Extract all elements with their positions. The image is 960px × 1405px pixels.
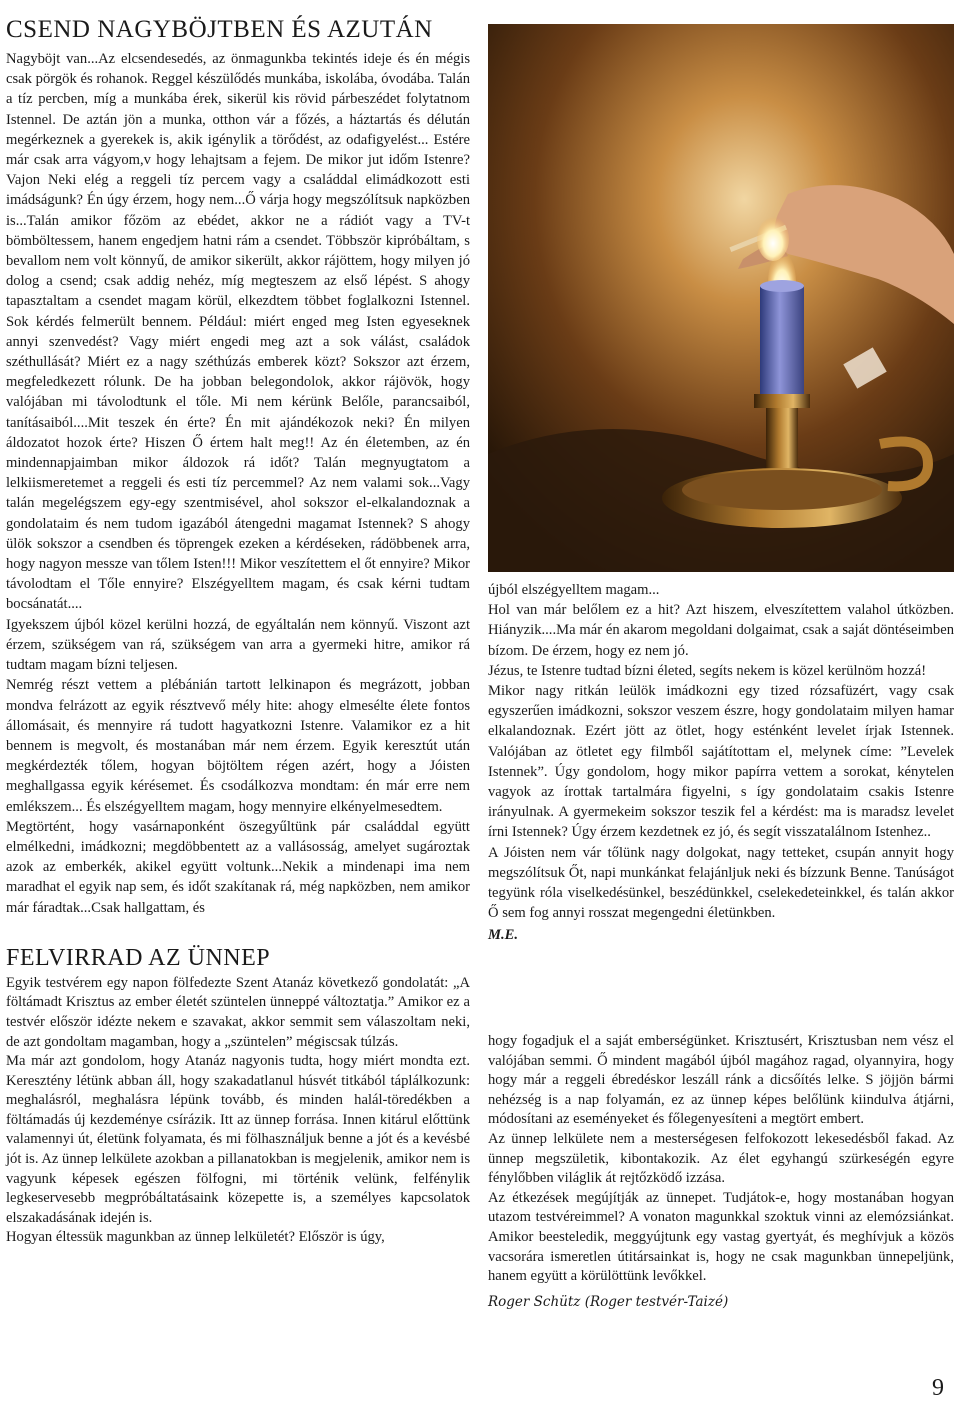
article1-paragraph: újból elszégyelltem magam... [488,582,660,598]
article2-paragraph: Az étkezések megújítják az ünnepet. Tudjátok-e, hogy mostanában hogyan utazom testvéreimmel? A vonaton magunkkal szoktuk vinni az elemózsiánkat. Amikor beesteledik, meggyújtunk egy vastag gyertyát, és meghívjuk a közös vacsorára ismeretlen útitársainkat is, hogy ne csak magunkban ünnepeljünk, hanem együtt a körülöttünk levőkkel. [488,1189,954,1285]
article1-paragraph: Nagyböjt van...Az elcsendesedés, az önmagunkba tekintés ideje és én mégis csak pörgök és rohanok. Reggel készülődés munkába, iskolába, óvodába. Talán a tíz percben, míg a munkába érek, sikerül kis rövid párbeszédet folytatnom Istennel. De aztán jön a munka, otthon vár a főzés, a háztartás és délután megérkeznek a gyerekek is, akik igénylik a törődést, az odafigyelést... Estére már csak arra vágyom,v hogy lehajtsam a fejem. De mikor jut időm Istenre? Vajon Neki elég a reggeli tíz percem vagy a családdal elimádkozott esti imádságunk? Én úgy érzem, hogy nem...Ő várja hogy megszólítsuk napközben is...Talán amikor főzöm az ebédet, akkor ne a rádiót vagy a TV-t bömböltessem, hanem engedjem hatni rám a csendet. Többször kipróbáltam, s bevallom nem volt könnyű, de amikor sikerült, akkor rájöttem, hogy milyen jó dolog a csend; csak addig nehéz, míg megteszem az első lépést. S ahogy tapasztaltam a csendet magam körül, elkezdtem többet foglalkozni Istennel. Sok kérdés felmerült bennem. Például: miért enged meg Isten egyeseknek annyi szenvedést? Vagy miért engedi meg azt a sok válást, családok széthullását? Miért ez a nagy széthúzás emberek közt? Sokszor azt érzem, megfeledkezett rólunk. De ha jobban belegondolok, akkor rájövök, hogy valójában mi távolodtunk el tőle. Mi nem kérünk Belőle, parancsaiból, tanításaiból....Mit teszek én érte? Én mit ajándékozok neki? Én milyen áldozatot hozok érte? Hiszen Ő értem halt meg!! Az én életemben, az én mindennapjaimban mikor áldozok rá időt? Talán megnyugtatom a lelkiismeretemet a reggeli és esti tíz percemmel? Az nem valami sok...Vagy talán megelégszem egy-egy szentmisével, ahol sokszor el-elkalandoznak a gondolataim és nem tudom igazából átengedni magamat Istennek? S ahogy ülök sokszor a csendben és töprengek ezeken a kérdéseken, rádöbbenek arra, hogy nagyon messze van tőlem Isten!!! Mikor veszítettem el őt ennyire? Mikor távolodtam el Tőle ennyire? Elszégyelltem magam, és csak kérni tudtam bocsánatát.... [6,51,470,613]
article-title-felvirrad: FELVIRRAD AZ ÜNNEP [6,944,271,971]
article1-paragraph: Jézus, te Istenre tudtad bízni életed, segíts nekem is közel kerülnöm hozzá! [488,662,927,679]
article2-paragraph: Az ünnep lelkülete nem a mesterségesen felfokozott lekesedésből fakad. Az ünnep megszületik, kibontakozik. Az élet egyhangú szürkeségén egyre fénylőbben világlik át rejtőzködő izzása. [488,1130,954,1187]
article2-paragraph: Egyik testvérem egy napon fölfedezte Szent Atanáz következő gondolatát: „A föltámadt Krisztus az ember életét szüntelen ünneppé változtatja.” Amikor ez a testvér először idézte nekem e szavakat, akkor semmit sem válaszoltam neki, de azt gondoltam magamban, hogy a „szüntelen” mégiscsak túlzás. [6,974,470,1050]
article1-paragraph: Hol van már belőlem ez a hit? Azt hiszem, elveszítettem valahol útközben. Hiányzik....Ma már én akarom megoldani dolgaimat, csak a saját döntéseimben bízom. De érzem, hogy ez nem jó. [488,602,954,659]
article1-paragraph: Mikor nagy ritkán leülök imádkozni egy tized rózsafüzért, vagy csak egyszerűen imádkozni, sokszor veszem észre, hogy gondolataim milyen hamar elkalandoznak. Ezért jött az ötlet, hogy esténként levelet írjak Istennek. Valójában az ötletet egy filmből sajátítottam el, melynek címe: ”Levelek Istennek”. Úgy gondolom, hogy mikor papírra vettem a sorokat, kénytelen vagyok az írottak tartalmára figyelni, s így gondolataim csakis Istenre irányulnak. A gyermekeim sokszor teszik fel a kérdést: ma is maradsz levelet írni Istennek? Úgy érzem kezdetnek ez jó, és segít visszatalálnom Istenhez.. [488,683,954,841]
article2-signature: Roger Schütz (Roger testvér-Taizé) [488,1293,729,1310]
article1-signature: M.E. [488,927,519,944]
page-number: 9 [932,1375,944,1401]
article2-paragraph: Hogyan éltessük magunkban az ünnep lelkületét? Először is úgy, [6,1229,385,1246]
left-column [6,16,470,1248]
article2-paragraph: hogy fogadjuk el a saját emberségünket. Krisztusért, Krisztusban nem vész el valójában semmi. Ő mindent magából újból magához ragad, olyannyira, hogy hogy már a reggeli ébredéskor leszáll ránk a dicsőítés lelke. S jöjjön bármi nehézség is a nap folyamán, ez az ünnep képes belőlünk kiindulva átjárni, módosítani az eseményeket és főlegenyesíteni a megtört embert. [488,1033,954,1128]
article2-paragraph: Ma már azt gondolom, hogy Atanáz nagyonis tudta, hogy miért mondta ezt. Keresztény létünk abban áll, hogy szakadatlanul húsvét titkából táplálkozunk: meghalásról, meghalásra lépünk tovább, és minden halál-töredékben a föltámadás új kezdeménye csírázik. Itt az ünnep forrása. Innen kitárul előttünk valamennyi út, életünk folyamata, és mi fölhasználjuk benne a jót és a kevésbé jót is. Az ünnep lelkülete azokban a pillanatokban is megjelenik, amikor nem is vagyunk képesek egészen fölfogni, mi történik velünk, felfénylik legkeservesebb megpróbáltatásaink közepette is, a személyes kapcsolatok elszakadásának idején is. [6,1053,470,1226]
candle-photo [488,24,954,572]
article1-paragraph: Igyekszem újból közel kerülni hozzá, de egyáltalán nem könnyű. Viszont azt érzem, szükségem van rá, szükségem van arra a gyermeki hitre, amikor rá tudtam magam bízni teljesen. [6,616,470,674]
article1-paragraph: Megtörtént, hogy vasárnaponként öszegyűltünk pár családdal együtt elmélkedni, imádkozni; megdöbbentett az a vallásosság, amelyet sugároztak azok az emberkék, akikel együtt voltunk...Nekik a mindenapi ima nem maradhat el egyik nap sem, és időt szakítanak rá, még napközben, nem amikor már fáradtak...Csak hallgattam, és [6,818,470,916]
candle-photo-icon [488,24,954,572]
article1-paragraph: Nemrég részt vettem a plébánián tartott lelkinapon és megrázott, jobban mondva felrázott az egyik résztvevő mély hite: ahogy elmesélte élete fontos állomásait, és mennyire rá tudott hagyatkozni Istenre. Valamikor ez a hit bennem is megvolt, és mostanában már nem érzem. Egyik keresztút után megkérdezték tőlem, hogyan böjtöltem régen azért, hogy a Jóisten meghallgassa egyik kérésemet. És csodálkozva mondtam: én már erre nem emlékszem... És elszégyelltem magam, hogy mennyire elkényelmesedtem. [6,677,470,815]
article-title-csend: CSEND NAGYBÖJTBEN ÉS AZUTÁN [6,16,433,43]
right-column-article2 [488,1032,954,1312]
article1-paragraph: A Jóisten nem vár tőlünk nagy dolgokat, nagy tetteket, csupán annyit hogy megszólítsuk Őt, napi munkánkat felajánljuk neki és bízzunk Benne. Tanúságot tegyünk róla viselkedésünkel, beszédünkkel, cselekedeteinkkel, és talán akkor Ő sem fog annyi rosszat megengedni életünkben. [488,844,954,922]
right-column-article1 [488,580,954,946]
article2-left [6,944,470,1248]
